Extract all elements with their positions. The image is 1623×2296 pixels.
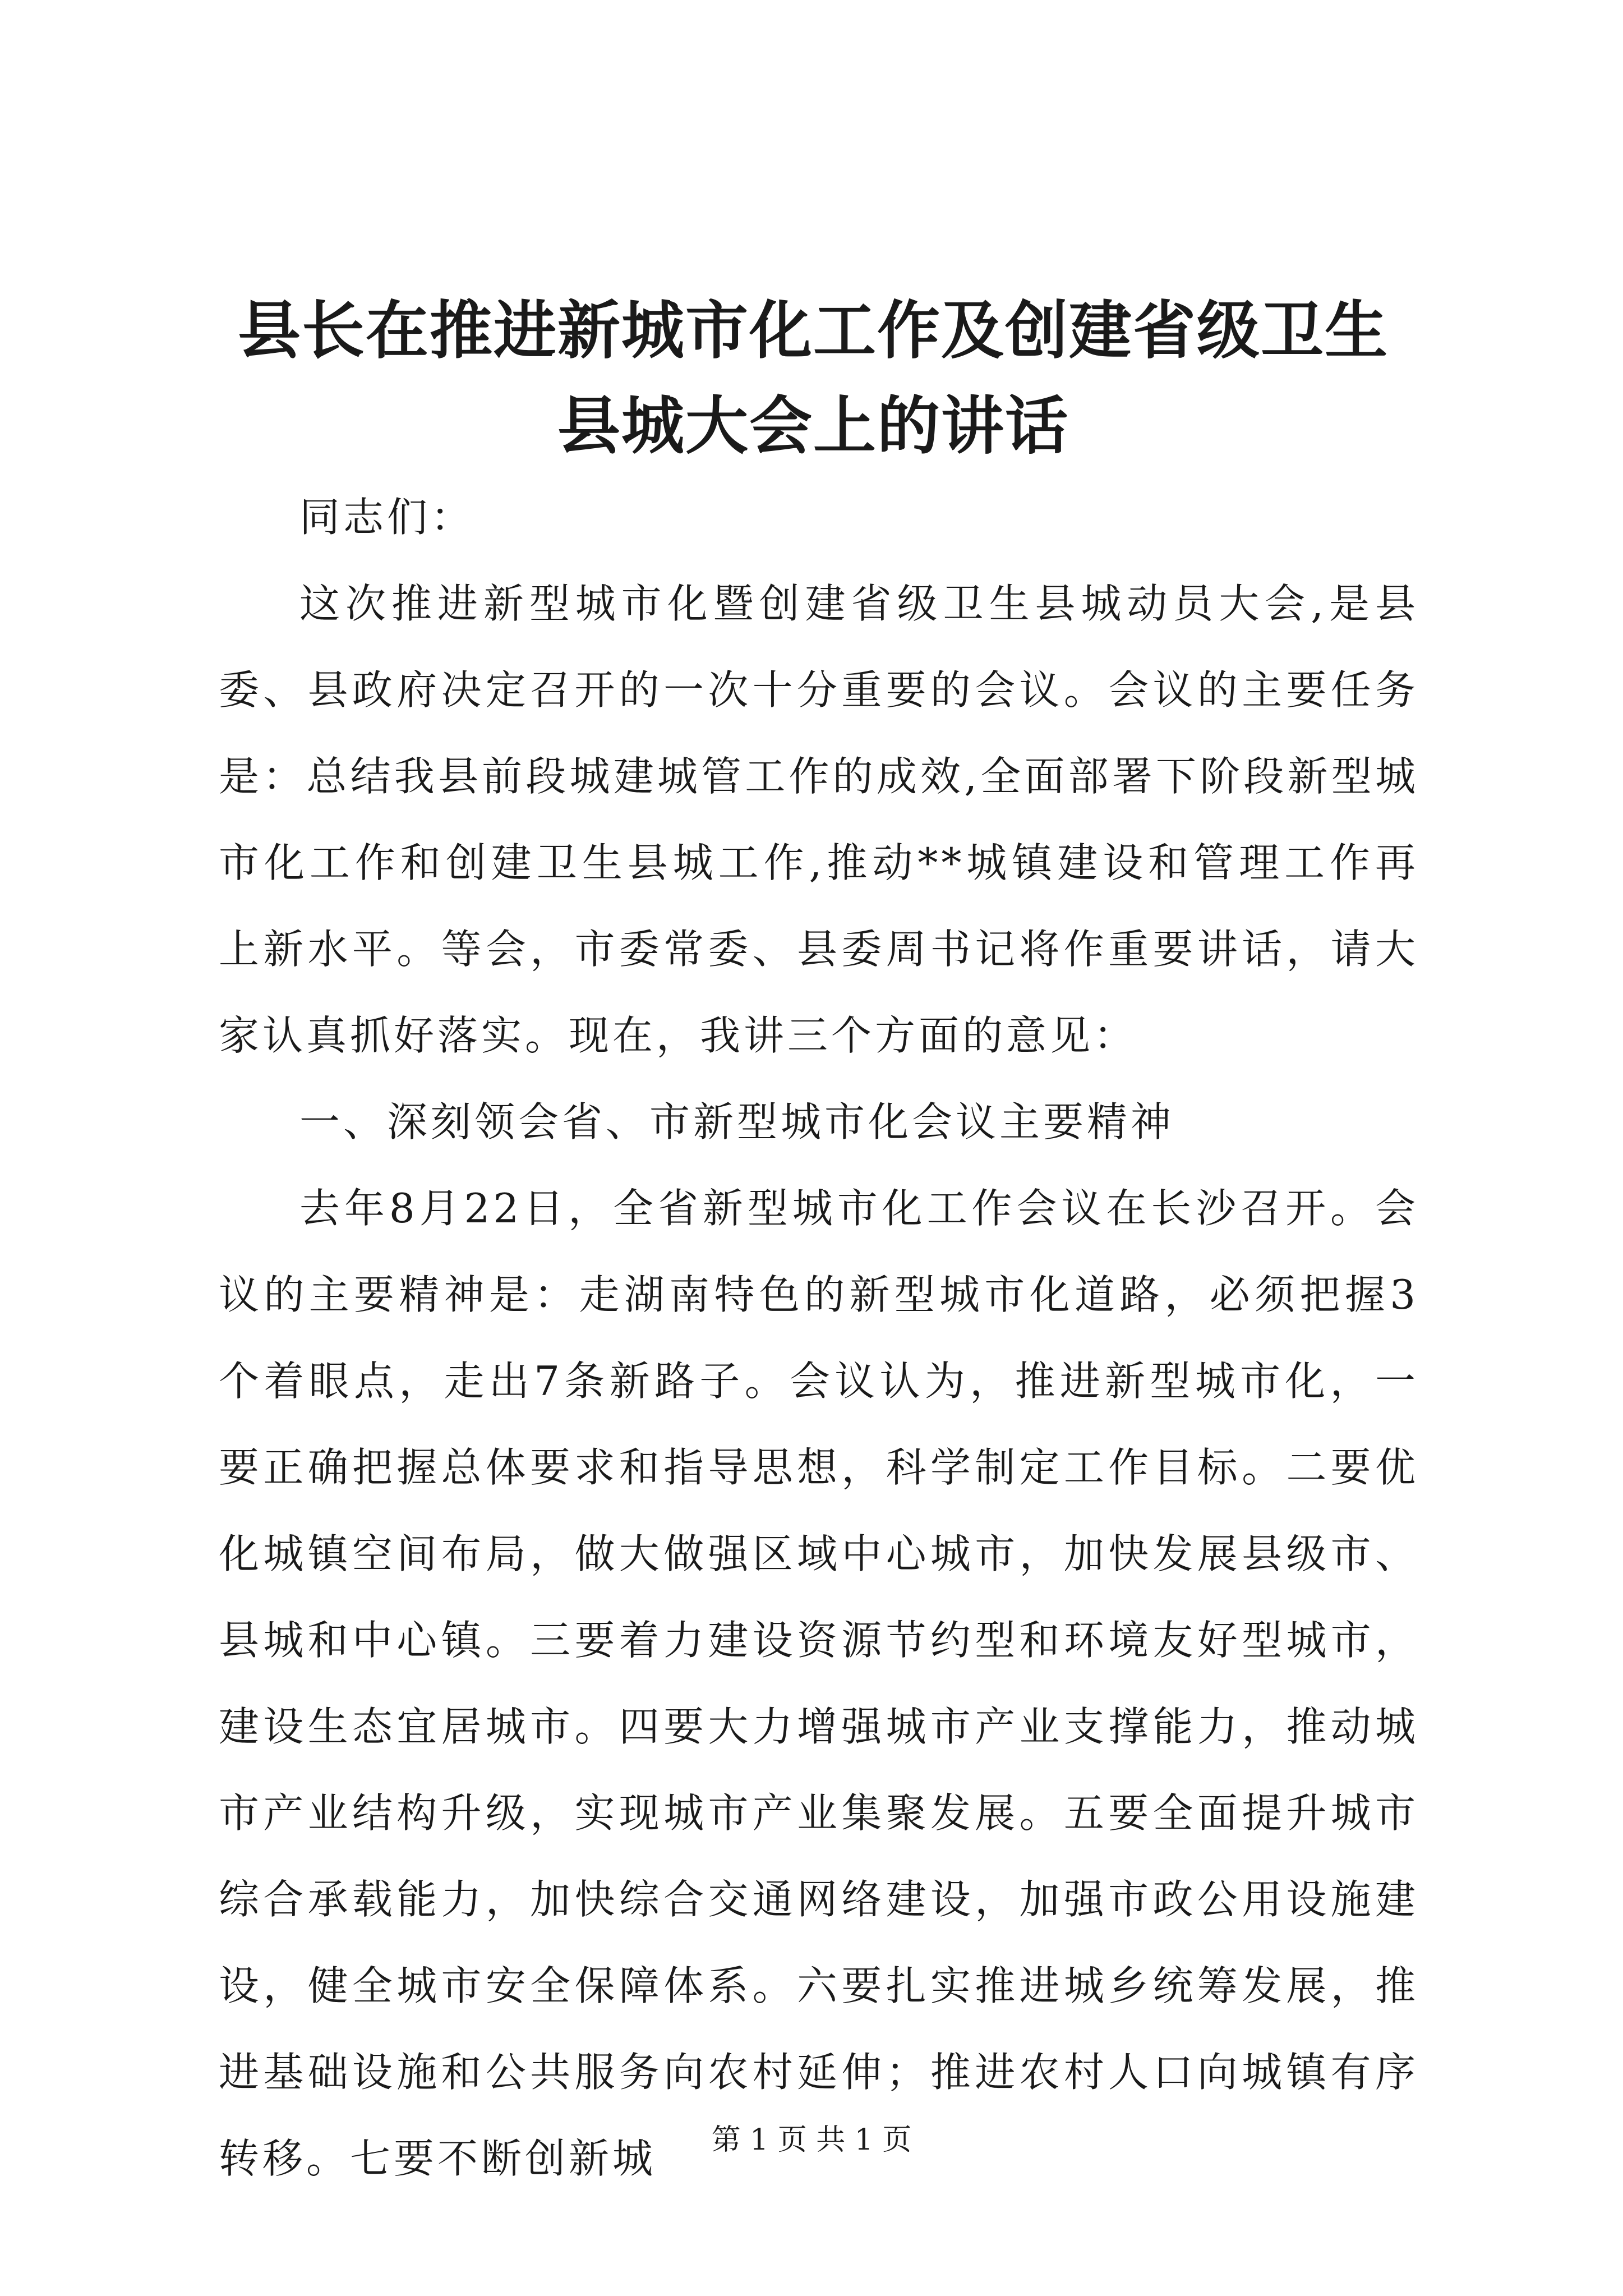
intro-paragraph: 这次推进新型城市化暨创建省级卫生县城动员大会,是县委、县政府决定召开的一次十分重要的会议。会议的主要任务是：总结我县前段城建城管工作的成效,全面部署下阶段新型城市化工作和创建卫生县城工作,推动**城镇建设和管理工作再上新水平。等会，市委常委、县委周书记将作重要讲话，请大家认真抓好落实。现在，我讲三个方面的意见： [219,580,1419,1059]
page-footer: 第 1 页 共 1 页 [711,2123,912,2157]
section-heading: 一、深刻领会省、市新型城市化会议主要精神 [299,1098,1175,1145]
body-paragraph: 去年8月22日，全省新型城市化工作会议在长沙召开。会议的主要精神是：走湖南特色的新型城市化道路，必须把握3个着眼点，走出7条新路子。会议认为，推进新型城市化，一要正确把握总体要求和指导思想，科学制定工作目标。二要优化城镇空间布局，做大做强区域中心城市，加快发展县级市、县城和中心镇。三要着力建设资源节约型和环境友好型城市，建设生态宜居城市。四要大力增强城市产业支撑能力，推动城市产业结构升级，实现城市产业集聚发展。五要全面提升城市综合承载能力，加快综合交通网络建设，加强市政公用设施建设，健全城市安全保障体系。六要扎实推进城乡统筹发展，推进基础设施和公共服务向农村延伸；推进农村人口向城镇有序转移。七要不断创新城 [219,1185,1419,2182]
document-title: 县长在推进新城市化工作及创建省级卫生县城大会上的讲话 [238,294,1389,463]
document-body [219,474,1419,2202]
salutation-paragraph: 同志们： [299,494,475,541]
